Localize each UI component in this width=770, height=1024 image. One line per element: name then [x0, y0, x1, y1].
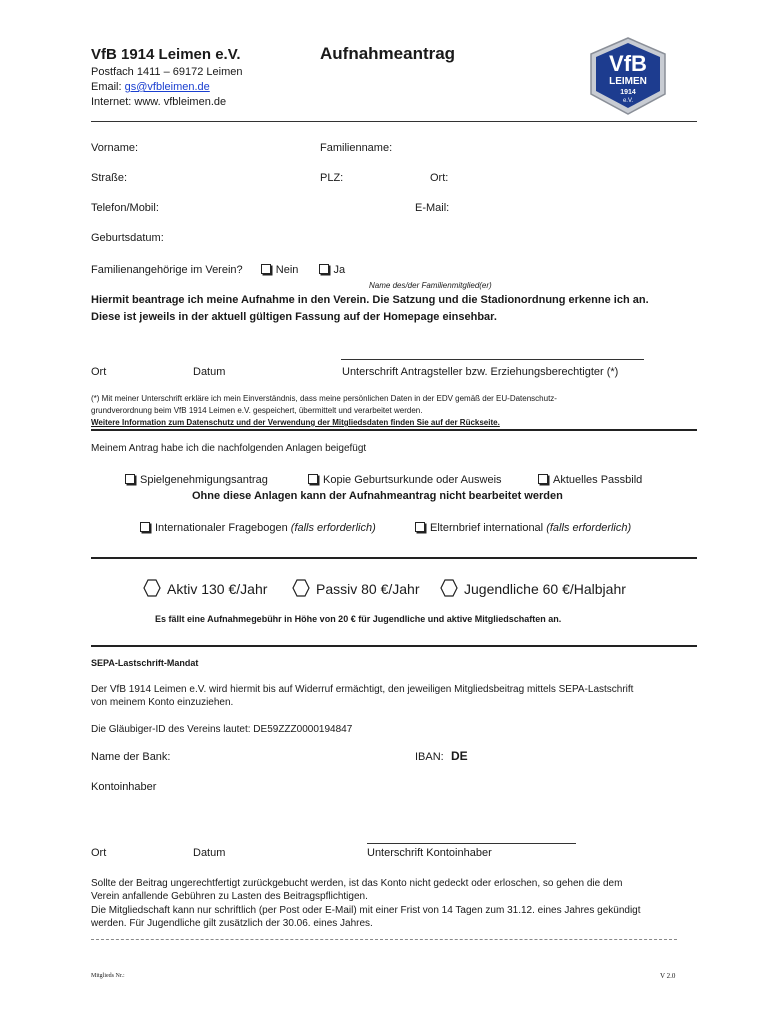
attachment-spielgenehmigung[interactable] — [125, 474, 268, 486]
spielgenehmigung-label: Spielgenehmigungsantrag — [140, 474, 268, 486]
footer-text-line4: werden. Für Jugendliche gilt zusätzlich der 30.06. eines Jahres. — [91, 918, 373, 929]
passbild-checkbox[interactable] — [538, 474, 548, 484]
declaration-line2: Diese ist jeweils in der aktuell gültigen Fassung auf der Homepage einsehbar. — [91, 311, 497, 323]
logo-text-year: 1914 — [620, 89, 636, 96]
club-logo — [585, 36, 671, 116]
attachment-fragebogen[interactable] — [140, 522, 376, 534]
attachment-elternbrief[interactable] — [415, 522, 631, 534]
email-field-label: E-Mail: — [415, 202, 450, 214]
footer-text-line2: Verein anfallende Gebühren zu Lasten des Beitragspflichtigen. — [91, 891, 368, 902]
familienname-label: Familienname: — [320, 142, 393, 154]
familie-question: Familienangehörige im Verein? — [91, 264, 243, 276]
sig2-datum: Datum — [193, 847, 226, 859]
fee-jugendliche-hexagon-icon[interactable] — [440, 579, 458, 597]
telefon-label: Telefon/Mobil: — [91, 202, 159, 214]
kontoinhaber-label: Kontoinhaber — [91, 781, 157, 793]
sig2-label: Unterschrift Kontoinhaber — [367, 847, 492, 859]
club-email-link[interactable]: gs@vfbleimen.de — [124, 81, 210, 93]
familie-note: Name des/der Familienmitglied(er) — [369, 281, 492, 290]
nein-checkbox[interactable] — [261, 264, 271, 274]
privacy-line2: grundverordnung beim VfB 1914 Leimen e.V. gespeichert, übermittelt und verarbeitet werden. — [91, 406, 423, 415]
ja-label: Ja — [333, 264, 346, 276]
fee-aktiv-label: Aktiv 130 €/Jahr — [167, 581, 268, 597]
attachments-intro: Meinem Antrag habe ich die nachfolgenden Anlagen beigefügt — [91, 443, 367, 454]
fee-jugendliche-label: Jugendliche 60 €/Halbjahr — [464, 581, 626, 597]
footer-text-line3: Die Mitgliedschaft kann nur schriftlich (per Post oder E-Mail) mit einer Frist von 14 Tagen zum 31.12. eines Jahres gekündigt — [91, 905, 641, 916]
privacy-line1: (*) Mit meiner Unterschrift erkläre ich mein Einverständnis, dass meine persönlichen Daten in der EDV gemäß der EU-Datenschutz- — [91, 394, 557, 403]
iban-label: IBAN: — [415, 751, 444, 763]
sepa-text2: von meinem Konto einzuziehen. — [91, 697, 234, 708]
version-label: V 2.0 — [660, 972, 676, 980]
attachment-geburtsurkunde[interactable] — [308, 474, 502, 486]
geburtsurkunde-checkbox[interactable] — [308, 474, 318, 484]
signature-line-applicant — [341, 359, 644, 360]
club-address: Postfach 1411 – 69172 Leimen — [91, 66, 243, 78]
vorname-label: Vorname: — [91, 142, 139, 154]
club-name: VfB 1914 Leimen e.V. — [91, 46, 241, 63]
passbild-label: Aktuelles Passbild — [553, 474, 643, 486]
fragebogen-note: (falls erforderlich) — [290, 522, 376, 534]
strasse-label: Straße: — [91, 172, 128, 184]
elternbrief-label: Elternbrief international — [430, 522, 544, 534]
privacy-divider — [91, 429, 697, 431]
attachments-divider — [91, 557, 697, 559]
ja-checkbox[interactable] — [319, 264, 329, 274]
sepa-title: SEPA-Lastschrift-Mandat — [91, 658, 199, 668]
geburtsdatum-label: Geburtsdatum: — [91, 232, 164, 244]
familie-row — [91, 264, 345, 276]
declaration-line1: Hiermit beantrage ich meine Aufnahme in den Verein. Die Satzung und die Stadionordnung erkenne ich an. — [91, 294, 649, 306]
fragebogen-label: Internationaler Fragebogen — [155, 522, 288, 534]
signature-line-kontoinhaber — [367, 843, 576, 844]
fee-jugendliche[interactable] — [440, 579, 626, 597]
sig1-label: Unterschrift Antragsteller bzw. Erziehungsberechtigter (*) — [342, 366, 619, 378]
club-internet: Internet: www. vfbleimen.de — [91, 96, 227, 108]
ort-label: Ort: — [430, 172, 449, 184]
footer-divider — [91, 939, 677, 940]
privacy-line3: Weitere Information zum Datenschutz und der Verwendung der Mitgliedsdaten finden Sie auf der Rückseite. — [91, 418, 500, 427]
sepa-text1: Der VfB 1914 Leimen e.V. wird hiermit bis auf Widerruf ermächtigt, den jeweiligen Mitgliedsbeitrag mittels SEPA-Lastschrift — [91, 684, 634, 695]
nein-label: Nein — [275, 264, 299, 276]
geburtsurkunde-label: Kopie Geburtsurkunde oder Ausweis — [323, 474, 502, 486]
form-title: Aufnahmeantrag — [320, 44, 456, 63]
club-email-line — [91, 81, 210, 93]
mitglieds-nr-label: Mitglieds Nr.: — [91, 973, 125, 979]
plz-label: PLZ: — [320, 172, 344, 184]
attachments-warning: Ohne diese Anlagen kann der Aufnahmeantrag nicht bearbeitet werden — [192, 490, 563, 502]
elternbrief-note: (falls erforderlich) — [546, 522, 632, 534]
fees-divider — [91, 645, 697, 647]
attachment-passbild[interactable] — [538, 474, 642, 486]
fee-passiv[interactable] — [292, 579, 420, 597]
email-label: Email: — [91, 81, 125, 93]
fragebogen-checkbox[interactable] — [140, 522, 150, 532]
fee-aktiv[interactable] — [143, 579, 267, 597]
fee-passiv-hexagon-icon[interactable] — [292, 579, 310, 597]
header-divider — [91, 121, 697, 122]
logo-text-ev: e.V. — [622, 98, 634, 104]
fee-note: Es fällt eine Aufnahmegebühr in Höhe von 20 € für Jugendliche und aktive Mitgliedschaften an. — [155, 614, 562, 624]
spielgenehmigung-checkbox[interactable] — [125, 474, 135, 484]
sig2-ort: Ort — [91, 847, 107, 859]
logo-text-vfb: VfB — [609, 51, 647, 76]
footer-text-line1: Sollte der Beitrag ungerechtfertigt zurückgebucht werden, ist das Konto nicht gedeckt oder erloschen, so gehen die dem — [91, 878, 623, 889]
bank-label: Name der Bank: — [91, 751, 171, 763]
sepa-glaeubiger: Die Gläubiger-ID des Vereins lautet: DE59ZZZ0000194847 — [91, 724, 353, 735]
elternbrief-checkbox[interactable] — [415, 522, 425, 532]
fee-aktiv-hexagon-icon[interactable] — [143, 579, 161, 597]
fee-passiv-label: Passiv 80 €/Jahr — [316, 581, 420, 597]
sig1-ort: Ort — [91, 366, 107, 378]
logo-text-leimen: LEIMEN — [609, 76, 647, 87]
sig1-datum: Datum — [193, 366, 226, 378]
iban-prefix: DE — [451, 749, 468, 763]
